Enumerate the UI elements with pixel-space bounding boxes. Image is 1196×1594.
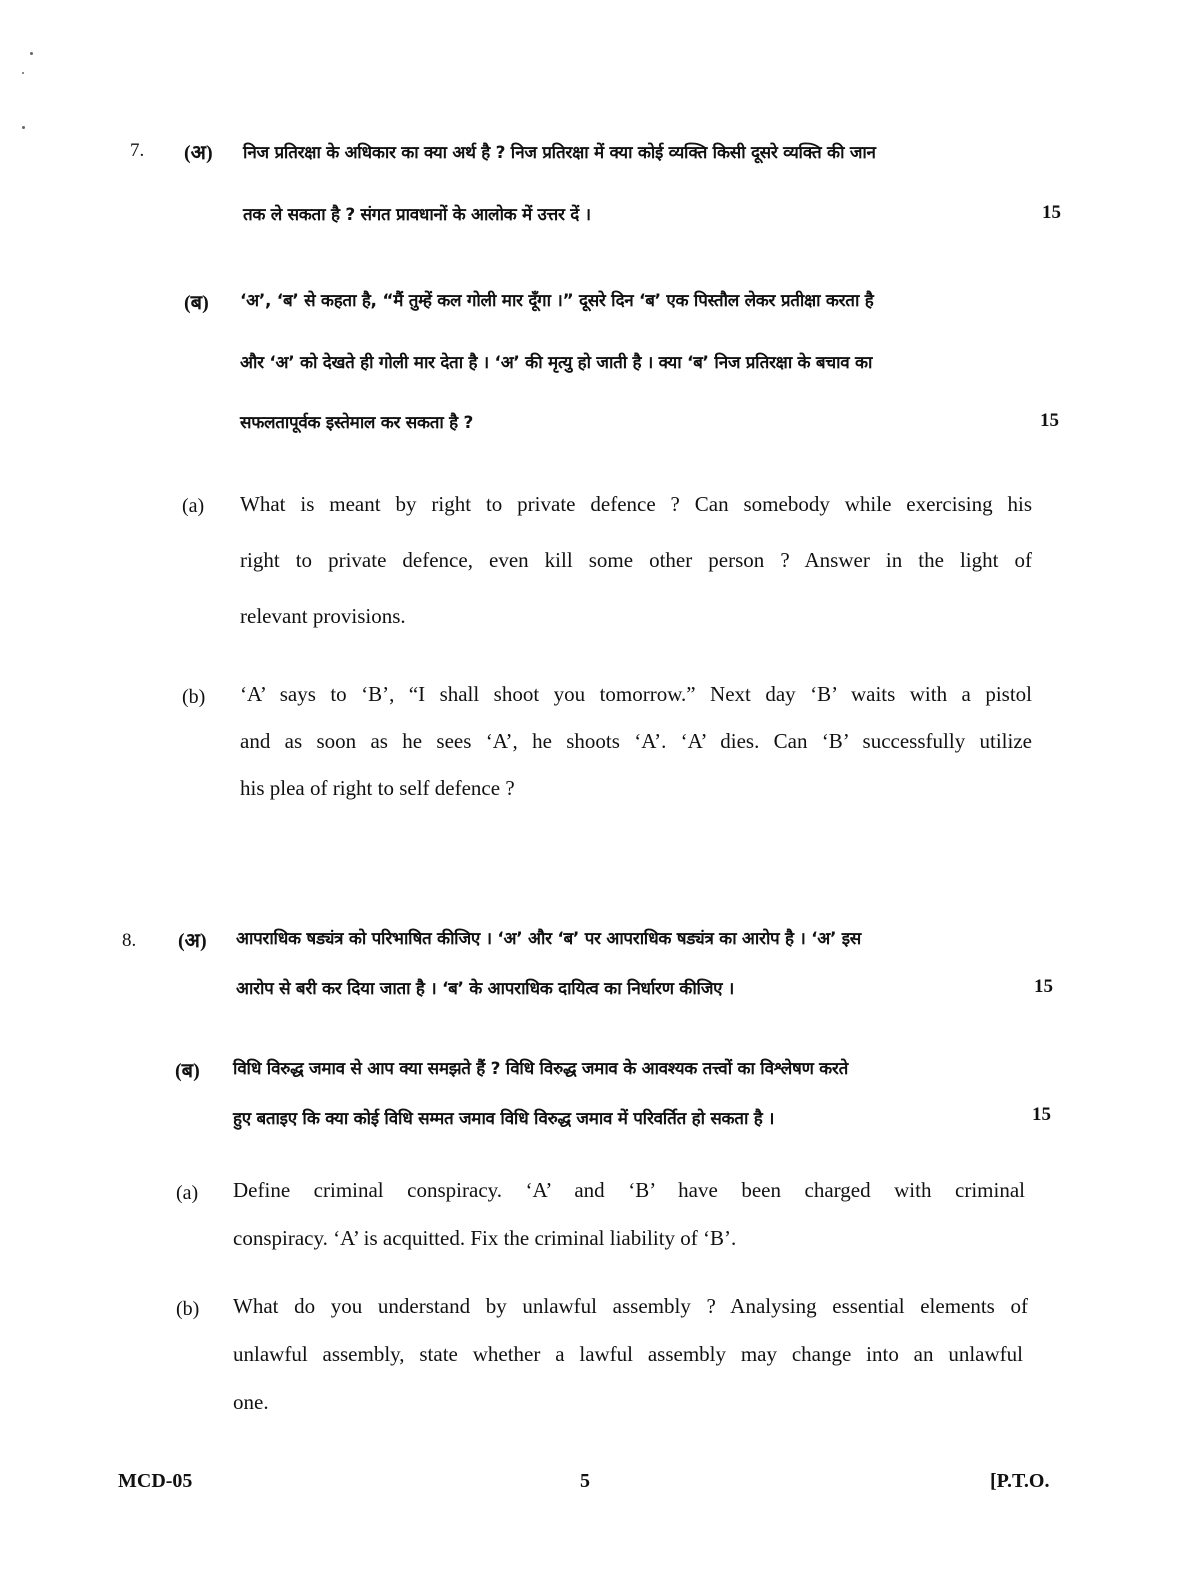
marks: 15 (1040, 410, 1059, 431)
english-text-line: right to private defence, even kill some other person ? Answer in the light of (240, 548, 1032, 572)
question-number: 7. (130, 140, 145, 161)
english-part-label: (a) (176, 1182, 199, 1204)
hindi-text-line: तक ले सकता है ? संगत प्रावधानों के आलोक में उत्तर दें । (243, 205, 591, 225)
hindi-part-label: (अ) (178, 930, 207, 952)
english-text-line: What do you understand by unlawful assembly ? Analysing essential elements of (233, 1294, 1028, 1318)
english-part-label: (b) (176, 1298, 200, 1320)
hindi-part-label: (अ) (184, 142, 213, 164)
english-text-line: conspiracy. ‘A’ is acquitted. Fix the criminal liability of ‘B’. (233, 1226, 737, 1250)
english-text-line: relevant provisions. (240, 604, 406, 628)
marks: 15 (1034, 976, 1053, 997)
question-number: 8. (122, 930, 137, 951)
hindi-text-line: आरोप से बरी कर दिया जाता है । ‘ब’ के आपराधिक दायित्व का निर्धारण कीजिए । (236, 979, 735, 999)
english-part-label: (a) (182, 495, 205, 517)
english-text-line: his plea of right to self defence ? (240, 776, 515, 800)
marks: 15 (1032, 1104, 1051, 1125)
hindi-text-line: सफलतापूर्वक इस्तेमाल कर सकता है ? (240, 413, 474, 433)
scan-speck (30, 52, 33, 55)
hindi-part-label: (ब) (184, 292, 209, 314)
english-text-line: ‘A’ says to ‘B’, “I shall shoot you tomorrow.” Next day ‘B’ waits with a pistol (240, 682, 1032, 706)
english-text-line: Define criminal conspiracy. ‘A’ and ‘B’ have been charged with criminal (233, 1178, 1025, 1202)
course-code: MCD-05 (118, 1470, 193, 1492)
please-turn-over: [P.T.O. (990, 1470, 1050, 1492)
english-text-line: and as soon as he sees ‘A’, he shoots ‘A’. ‘A’ dies. Can ‘B’ successfully utilize (240, 729, 1032, 753)
hindi-text-line: और ‘अ’ को देखते ही गोली मार देता है । ‘अ’ की मृत्यु हो जाती है । क्या ‘ब’ निज प्रतिरक्षा के बचाव का (240, 353, 873, 373)
marks: 15 (1042, 202, 1061, 223)
scan-speck (22, 72, 24, 74)
hindi-text-line: हुए बताइए कि क्या कोई विधि सम्मत जमाव विधि विरुद्ध जमाव में परिवर्तित हो सकता है । (233, 1109, 775, 1129)
scan-speck (22, 126, 25, 129)
hindi-text-line: विधि विरुद्ध जमाव से आप क्या समझते हैं ? विधि विरुद्ध जमाव के आवश्यक तत्त्वों का विश्लेषण करते (233, 1059, 848, 1079)
english-text-line: What is meant by right to private defence ? Can somebody while exercising his (240, 492, 1032, 516)
hindi-text-line: आपराधिक षड्यंत्र को परिभाषित कीजिए । ‘अ’ और ‘ब’ पर आपराधिक षड्यंत्र का आरोप है । ‘अ’ इस (236, 929, 861, 949)
hindi-text-line: ‘अ’, ‘ब’ से कहता है, “मैं तुम्हें कल गोली मार दूँगा ।” दूसरे दिन ‘ब’ एक पिस्तौल लेकर प्रतीक्षा करता है (240, 291, 874, 311)
english-text-line: one. (233, 1390, 269, 1414)
english-text-line: unlawful assembly, state whether a lawful assembly may change into an unlawful (233, 1342, 1023, 1366)
page-number: 5 (580, 1470, 590, 1492)
english-part-label: (b) (182, 686, 206, 708)
hindi-text-line: निज प्रतिरक्षा के अधिकार का क्या अर्थ है ? निज प्रतिरक्षा में क्या कोई व्यक्ति किसी दूसरे व्यक्ति की जान (243, 143, 876, 163)
hindi-part-label: (ब) (175, 1060, 200, 1082)
